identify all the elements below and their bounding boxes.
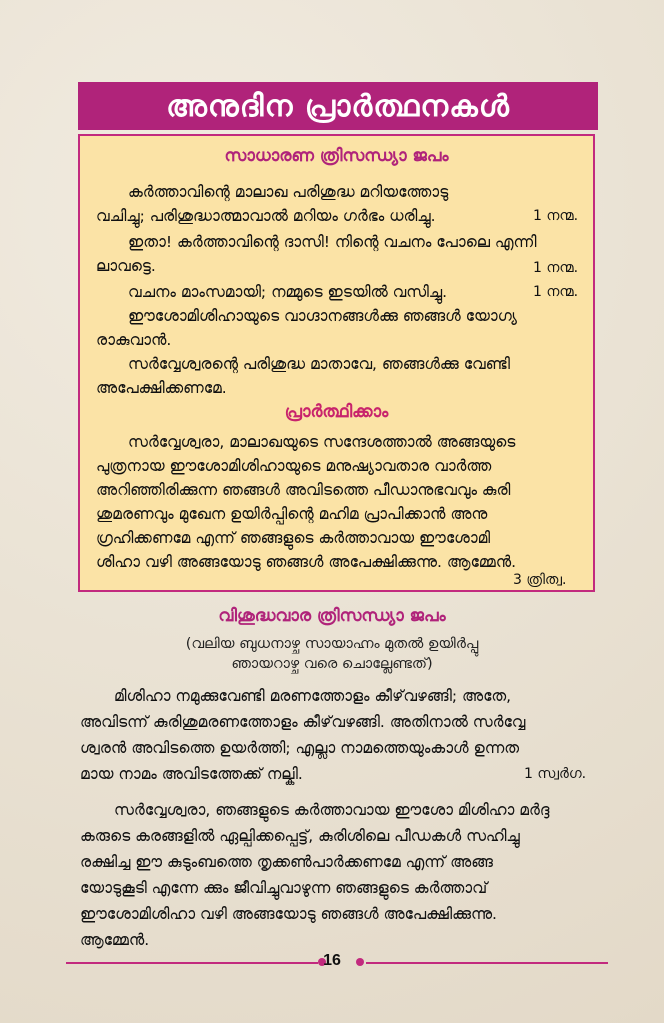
trithwa-refrain: 3 ത്രിത്വ.	[513, 572, 567, 588]
para2-line: രക്ഷിച്ച ഈ കുടുംബത്തെ തൃക്കൺപാർക്കണമേ എന്ന് അങ്ങ	[80, 853, 493, 871]
pray-line: ശുമരണവും മുഖേന ഉയിർപ്പിന്റെ മഹിമ പ്രാപിക്കാൻ അനു	[96, 505, 488, 523]
para1-line: അവിടന്ന് കുരിശുമരണത്തോളം കീഴ്‌വഴങ്ങി. അതിനാൽ സർവ്വേ	[80, 713, 526, 731]
para2-line: ഈശോമിശിഹാ വഴി അങ്ങയോടു ഞങ്ങൾ അപേക്ഷിക്കുന്നു.	[80, 905, 497, 923]
pray-line: ശിഹാ വഴി അങ്ങയോടു ഞങ്ങൾ അപേക്ഷിക്കുന്നു. ആമ്മേൻ.	[96, 553, 517, 571]
title-banner	[78, 82, 598, 130]
swarga-refrain: 1 സ്വർഗ.	[524, 766, 587, 782]
para1-line: മിശിഹാ നമുക്കുവേണ്ടി മരണത്തോളം കീഴ്‌വഴങ്ങി; അതേ,	[114, 687, 512, 705]
para2-line: കരുടെ കരങ്ങളിൽ ഏല്പിക്കപ്പെട്ട്, കുരിശിലെ പീഡകൾ സഹിച്ചു	[80, 827, 520, 845]
pray-line: പുത്രനായ ഈശോമിശിഹായുടെ മനുഷ്യാവതാര വാർത്ത	[96, 457, 492, 475]
footer-dot-right	[356, 958, 364, 966]
para2-line: സർവ്വേശ്വരാ, ഞങ്ങളുടെ കർത്താവായ ഈശോ മിശിഹാ മർദ്ദ	[114, 801, 550, 819]
trisandhya-box	[78, 134, 595, 592]
page-title: അനുദിന പ്രാർത്ഥനകൾ	[166, 88, 510, 124]
para2-line: ആമ്മേൻ.	[80, 931, 150, 949]
box-line: സർവ്വേശ്വരന്റെ പരിശുദ്ധ മാതാവേ, ഞങ്ങൾക്കു വേണ്ടി	[128, 355, 510, 373]
pray-line: സർവ്വേശ്വരാ, മാലാഖയുടെ സന്ദേശത്താൽ അങ്ങയുടെ	[128, 433, 516, 451]
section2-subtitle-2: ഞായറാഴ്ച വരെ ചൊല്ലേണ്ടത്)	[231, 656, 433, 672]
para1-line: ശ്വരൻ അവിടത്തെ ഉയർത്തി; എല്ലാ നാമത്തെയുംകാൾ ഉന്നത	[80, 739, 520, 757]
box-line: അപേക്ഷിക്കണമേ.	[96, 379, 227, 397]
section2-subtitle-1: (വലിയ ബുധനാഴ്ച സായാഹ്നം മുതൽ ഉയിർപ്പു	[185, 636, 479, 652]
box-line: ലാവട്ടെ.	[96, 257, 156, 275]
refrain-nanma: 1 നന്മ.	[533, 208, 579, 224]
box-line: ഇതാ! കർത്താവിന്റെ ദാസി! നിന്റെ വചനം പോലെ എന്നി	[128, 233, 537, 251]
pray-heading: പ്രാർത്ഥിക്കാം	[284, 402, 389, 422]
box-line: ഈശോമിശിഹായുടെ വാഗ്ദാനങ്ങൾക്കു ഞങ്ങൾ യോഗ്യ	[128, 307, 517, 325]
section2-heading: വിശുദ്ധവാര ത്രിസന്ധ്യാ ജപം	[218, 606, 446, 626]
box-line: വചിച്ചു; പരിശുദ്ധാത്മാവാൽ മറിയം ഗർഭം ധരിച്ചു.	[96, 207, 436, 225]
box-line: കർത്താവിന്റെ മാലാഖ പരിശുദ്ധ മറിയത്തോടു	[128, 183, 449, 201]
para2-line: യോടുകൂടി എന്നേ ക്കും ജീവിച്ചുവാഴുന്ന ഞങ്ങളുടെ കർത്താവ്	[80, 879, 488, 897]
pray-line: ഗ്രഹിക്കണമേ എന്ന് ഞങ്ങളുടെ കർത്താവായ ഈശോമി	[96, 529, 491, 547]
para1-line: മായ നാമം അവിടത്തേക്ക് നല്കി.	[80, 765, 303, 783]
footer-rule-right	[366, 962, 608, 964]
box-line: വചനം മാംസമായി; നമ്മുടെ ഇടയിൽ വസിച്ചു.	[128, 283, 448, 301]
refrain-nanma: 1 നന്മ.	[533, 284, 579, 300]
page-number: 16	[323, 952, 341, 969]
box-line: രാകുവാൻ.	[96, 331, 172, 349]
box-heading: സാധാരണ ത്രിസന്ധ്യാ ജപം	[224, 146, 449, 166]
refrain-nanma: 1 നന്മ.	[533, 260, 579, 276]
pray-line: അറിഞ്ഞിരിക്കുന്ന ഞങ്ങൾ അവിടത്തെ പീഡാനുഭവവും കുരി	[96, 481, 511, 499]
